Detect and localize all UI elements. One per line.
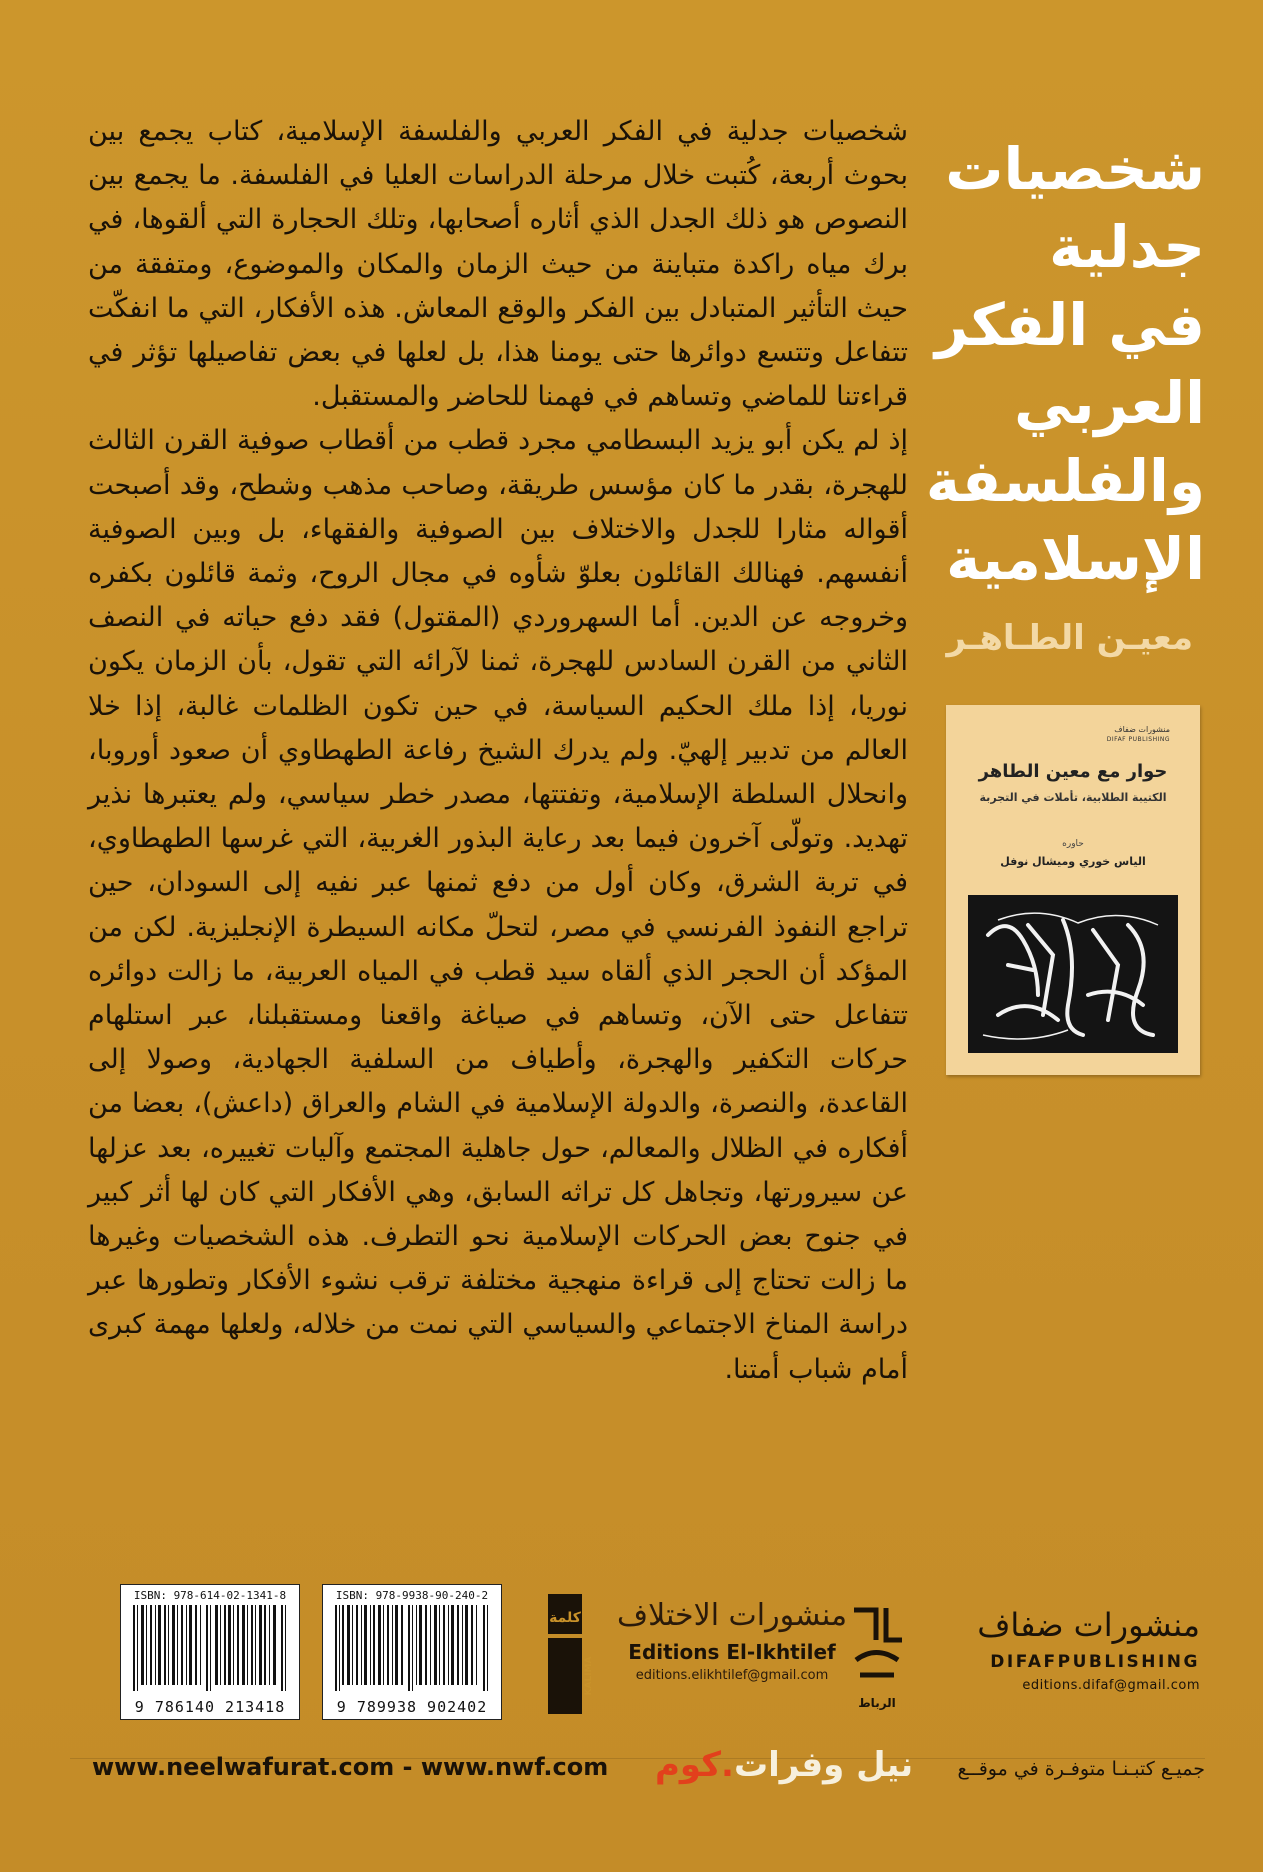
title-line: والفلسفة (925, 447, 1205, 515)
mini-book-by-label: حاوره (1062, 839, 1084, 849)
book-description (88, 110, 908, 1392)
barcode-number: 9 786140 213418 (134, 1698, 286, 1716)
title-line: في الفكر (934, 291, 1205, 359)
isbn-label: ISBN: 978-614-02-1341-8 (133, 1589, 287, 1602)
author-name: معيـن الطـاهـر (946, 618, 1193, 658)
description-paragraph-1: شخصيات جدلية في الفكر العربي والفلسفة الإسلامية، كتاب يجمع بين بحوث أربعة، كُتبت خلال مرحلة الدراسات العليا في الفلسفة. ما يجمع بين النصوص هو ذلك الجدل الذي أثاره أصحابها، وتلك الحجارة التي ألقوها، في برك مياه راكدة متباينة من حيث الزمان والمكان والموضوع، ومتفقة من حيث التأثير المتبادل بين الفكر والوقع المعاش. هذه الأفكار، التي ما انفكّت تتفاعل وتتسع دوائرها حتى يومنا هذا، بل لعلها في بعض تفاصيلها تؤثر في قراءتنا للماضي وتساهم في فهمنا للحاضر والمستقبل. (88, 116, 908, 413)
ikhtilef-english: Editions El-Ikhtilef (628, 1640, 836, 1664)
svg-text:كلمة: كلمة (549, 1610, 581, 1626)
title-line: الإسلامية (946, 525, 1205, 593)
brand-main: نيل وفرات (733, 1745, 914, 1785)
footer-availability: جميـع كتبـنـا متوفـرة في موقــع (957, 1758, 1205, 1780)
difaf-english: DIFAFPUBLISHING (990, 1652, 1200, 1672)
footer-websites: www.neelwafurat.com - www.nwf.com (92, 1753, 609, 1781)
ikhtilef-email: editions.elikhtilef@gmail.com (635, 1668, 829, 1683)
brand-dot: .كوم (655, 1745, 734, 1785)
mini-book-interviewers: الياس خوري وميشال نوفل (1000, 855, 1146, 868)
mini-book-subtitle: الكتيبة الطلابية، تأملات في التجربة (979, 791, 1167, 804)
related-book-cover (946, 705, 1200, 1075)
title-line: شخصيات (945, 135, 1205, 203)
difaf-arabic: منشورات ضفاف (977, 1606, 1200, 1644)
mini-book-title: حوار مع معين الطاهر (978, 761, 1168, 782)
barcode-bars (129, 1605, 291, 1691)
svg-text:KALIMA: KALIMA (584, 1656, 594, 1696)
mini-book-artwork (968, 895, 1178, 1053)
dar-al-aman-city: الرباط (858, 1696, 896, 1710)
difaf-logo (950, 1608, 1200, 1693)
neelwafurat-logo (655, 1745, 913, 1785)
ikhtilef-arabic: منشورات الاختلاف (616, 1598, 848, 1633)
isbn-label: ISBN: 978-9938-90-240-2 (335, 1589, 489, 1602)
dar-al-aman-mark (846, 1600, 908, 1690)
ikhtilef-logo (612, 1598, 852, 1683)
description-paragraph-2: إذ لم يكن أبو يزيد البسطامي مجرد قطب من أقطاب صوفية القرن الثالث للهجرة، بقدر ما كان مؤسس طريقة، وصاحب مذهب وشطح، وقد أصبحت أقواله مثارا للجدل والاختلاف بين الصوفية والفقهاء، بل وبين الصوفية أنفسهم. فهنالك القائلون بعلوّ شأوه في مجال الروح، وثمة قائلون بكفره وخروجه عن الدين. أما السهروردي (المقتول) فقد دفع حياته في النصف الثاني من القرن السادس للهجرة، ثمنا لآرائه التي تقول، بأن الزمان يكون نوريا، إذا ملك الحكيم السياسة، في حين تكون الظلمات غالبة، إذا خلا العالم من تدبير إلهيّ. ولم يدرك الشيخ رفاعة الطهطاوي أن صعود أوروبا، وانحلال السلطة الإسلامية، وتفتتها، مصدر خطر سياسي، ولم يعتبرها نذير تهديد. وتولّى آخرون فيما بعد رعاية البذور الغربية، التي غرسها الطهطاوي، في تربة الشرق، وكان أول من دفع ثمنها عبر نفيه إلى السودان، حين تراجع النفوذ الفرنسي في مصر، لتحلّ مكانه السيطرة الإنجليزية. لكن من المؤكد أن الحجر الذي ألقاه سيد قطب في المياه العربية، ما زالت دوائره تتفاعل حتى الآن، وتساهم في صياغة واقعنا ومستقبلنا، عبر استلهام حركات التكفير والهجرة، وأطياف من السلفية الجهادية، وصولا إلى القاعدة، والنصرة، والدولة الإسلامية في الشام والعراق (داعش)، بعضا من أفكاره في الظلال والمعالم، حول جاهلية المجتمع وآليات تغييره، بعد عزلها عن سيرورتها، وتجاهل كل تراثه السابق، وهي الأفكار التي كان لها أثر كبير في جنوح بعض الحركات الإسلامية نحو التطرف. هذه الشخصيات وغيرها ما زالت تحتاج إلى قراءة منهجية مختلفة ترقب نشوء الأفكار وتطورها عبر دراسة المناخ الاجتماعي والسياسي التي نمت من خلاله، ولعلها مهمة كبرى أمام شباب أمتنا. (88, 425, 908, 1385)
book-title (905, 130, 1205, 598)
difaf-email: editions.difaf@gmail.com (1022, 1678, 1200, 1693)
dar-al-aman-logo (846, 1600, 908, 1710)
barcode-bars (331, 1605, 493, 1691)
barcode-2 (322, 1584, 502, 1720)
title-line: جدلية (1049, 213, 1205, 281)
mini-book-publisher: منشورات ضفاف DIFAF PUBLISHING (1106, 725, 1170, 743)
barcode-1 (120, 1584, 300, 1720)
title-line: العربي (1014, 369, 1205, 437)
barcode-number: 9 789938 902402 (336, 1698, 488, 1716)
kalima-logo (540, 1592, 594, 1718)
